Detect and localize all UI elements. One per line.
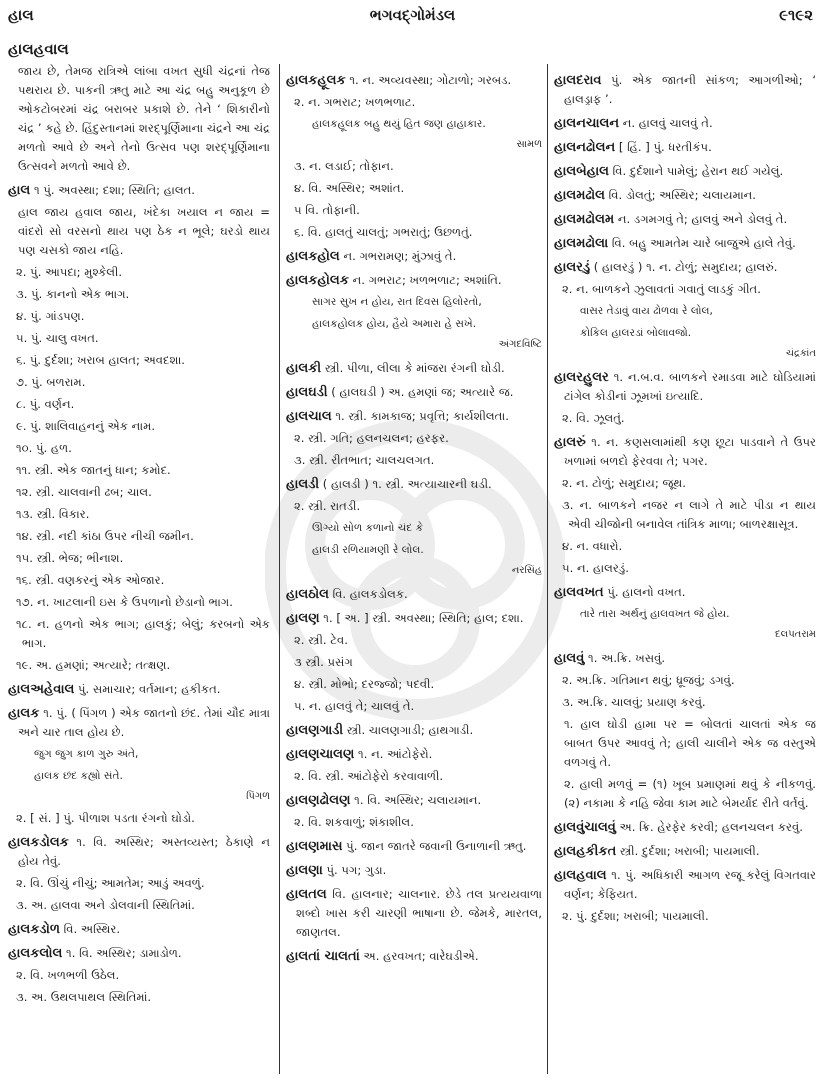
definition-text: અ. હરવખત; વારેઘડીએ.: [359, 949, 479, 963]
headword: હાલઅહેવાલ: [8, 682, 75, 697]
definition-text: ૧. પું. અધિકારી આગળ રજૂ કરેલું વિગતવાર વર્ણન; કેફિયત.: [564, 868, 816, 901]
sense-line: ૪. ન. વધારો.: [562, 539, 623, 553]
headword: હાલ: [8, 183, 31, 198]
definition-text: ન. ગભરામણ; મુંઝાવું તે.: [339, 249, 457, 263]
dictionary-entry: [286, 609, 542, 628]
headword: હાલનચાલન: [554, 116, 620, 131]
dictionary-entry: [8, 920, 270, 939]
text-paragraph: ૧. હાલ ઘોડી હામા પર = બોલતાં ચાલતાં એક જ બાબત ઉપર આવવું તે; હાલી ચાલીને એક જ વસ્તુએ વળગવું તે.: [564, 717, 816, 769]
definition-text: પું. એક જાતની સાંકળ; આગળીઓ; ‘ હાલડ્રાફ ’.: [564, 73, 816, 106]
definition-text: ( હાલડી ) ૧. સ્ત્રી. અત્યાચારની ઘડી.: [319, 477, 492, 491]
definition-text: ન. ગભરાટ; ખળભળાટ; અશાંતિ.: [348, 273, 502, 287]
quotation-line: હાલકહૂલક બહુ થયું હિત જણ હાહાકાર.: [312, 118, 486, 130]
dictionary-entry: [286, 947, 542, 966]
headword: હાલનઢોલન: [554, 140, 616, 155]
headword: હાલકડોળ: [8, 922, 60, 937]
definition-text: અ. ક્રિ. હેરફેર કરવી; હલનચલન કરવું.: [615, 820, 803, 834]
text-paragraph: ૨. હાલી મળવું = (૧) ખૂબ પ્રમાણમાં થવું કે નીકળવું. (૨) નકામા કે નહિ જેવા કામ માટે બેમર્યાદ રીતે વર્તવું.: [564, 777, 816, 810]
dictionary-entry: [286, 585, 542, 604]
quotation-line: હાલકહોલક હોય, હૈયે અમારા હે સખે.: [312, 318, 477, 330]
headword: હાલકડોલક: [8, 835, 69, 850]
quotation-source: દલપતરામ: [775, 629, 816, 640]
dictionary-entry: [286, 475, 542, 494]
sense-line: ૨. ન. બાળકને ઝુલાવતાં ગવાતું લાડકું ગીત.: [562, 282, 761, 296]
sense-line: ૩. સ્ત્રી. રીતભાત; ચાલચલગત.: [294, 453, 435, 467]
headword: હાલમઢોલમ: [554, 212, 615, 227]
sense-line: ૧૧. સ્ત્રી. એક જાતનું ધાન; કમોદ.: [16, 463, 171, 477]
quotation-line: સાગર સુખ ન હોય, રાત દિવસ હિલોરતો,: [312, 296, 482, 308]
headword: હાલકહોલક: [286, 273, 349, 288]
quotation-source: અંગદવિષ્ટિ: [498, 339, 542, 350]
definition-text: પું. હાલનો વખત.: [603, 585, 686, 599]
sense-line: ૨. અ.ક્રિ. ગતિમાન થવું; ધ્રૂજવું; ડગવું.: [562, 673, 735, 687]
quotation-line: તારે તારા અર્થનું હાલવખત જે હોય.: [580, 608, 730, 620]
dictionary-entry: [286, 885, 542, 942]
headword: હાલમઢોલા: [554, 236, 609, 251]
definition-text: ૧. ન. અવ્યવસ્થા; ગોટાળો; ગરબડ.: [345, 73, 512, 87]
sense-line: ૨. વિ. ખળભળી ઉઠેલ.: [16, 968, 120, 982]
dictionary-entry: [554, 71, 816, 109]
sense-line: ૫ વિ. તોફાની.: [294, 203, 360, 217]
sense-line: ૧૩. સ્ત્રી. વિકાર.: [16, 507, 90, 521]
sense-line: ૩. ન. લડાઈ; તોફાન.: [294, 159, 394, 173]
dictionary-entry: [286, 383, 542, 402]
headword: હાલવખત: [554, 585, 604, 600]
headword: હાલકહૂલક: [286, 73, 346, 88]
page-last-word: હાલહવાલ: [8, 40, 69, 58]
definition-text: ૧. વિ. અસ્થિર; ચલાયમાન.: [350, 793, 482, 807]
sense-line: ૫. પું. ચાલુ વખત.: [16, 331, 99, 345]
quotation-line: હાલક છંદ કહ્યો સંતે.: [34, 770, 123, 782]
definition-text: ( હાલરડું ) ૧. ન. ટોળું; સમુદાય; હાલરું.: [590, 260, 778, 274]
headword: હાલણ: [286, 611, 320, 626]
quotation-line: જુગ જુગ કાળ ગુરુ અંતે,: [34, 748, 139, 760]
definition-text: ૧. [ અ. ] સ્ત્રી. અવસ્થા; સ્થિતિ; હાલ; દશા.: [319, 611, 524, 625]
dictionary-entry: [8, 704, 270, 742]
column-3: [554, 66, 816, 929]
definition-text: પું. જાન જાતરે જવાની ઉનાળાની ઋતુ.: [342, 839, 527, 853]
definition-text: વિ. ડોલતું; અસ્થિર; ચલાયમાન.: [604, 188, 756, 202]
sense-line: ૨. સ્ત્રી. ટેવ.: [294, 633, 348, 647]
headword: હાલકી: [286, 361, 322, 376]
definition-text: પું. સમાચાર; વર્તમાન; હકીકત.: [74, 682, 221, 696]
definition-text: વિ. અસ્થિર.: [59, 922, 121, 936]
sense-line: ૨. [ સં. ] પું. પીળાશ પડતા રંગનો ઘોડો.: [16, 811, 195, 825]
headword: હાલવું: [554, 651, 585, 666]
quotation-source: નરસિંહ: [511, 565, 542, 576]
sense-line: ૧૫. સ્ત્રી. ભેજ; ભીનાશ.: [16, 551, 124, 565]
headword: હાલઠોલ: [286, 587, 329, 602]
sense-line: ૨. ન. ગભરાટ; ખળભળાટ.: [294, 95, 416, 109]
sense-line: ૪. સ્ત્રી. મોભો; દરજ્જો; પદવી.: [294, 677, 435, 691]
dictionary-entry: [286, 721, 542, 740]
sense-line: ૩. અ. હાલવા અને ડોલવાની સ્થિતિમાં.: [16, 898, 195, 912]
sense-line: ૩. પું. કાનનો એક ભાગ.: [16, 287, 130, 301]
definition-text: ( હાલઘડી ) અ. હમણાં જ; અત્યારે જ.: [327, 385, 514, 399]
dictionary-entry: [286, 745, 542, 764]
sense-line: ૩. ન. બાળકને નજર ન લાગે તે માટે પીડા ન થાય એવી ચીજોની બનાવેલ તાંત્રિક માળા; બાળરક્ષાસૂત્ર.: [562, 498, 816, 531]
dictionary-entry: [554, 234, 816, 253]
headword: હાલકલોલ: [8, 946, 63, 961]
dictionary-entry: [286, 247, 542, 266]
sense-line: ૭. પું. બળરામ.: [16, 375, 86, 389]
headword: હાલડી: [286, 477, 320, 492]
sense-line: ૧૦. પું. હળ.: [16, 441, 72, 455]
dictionary-entry: [8, 680, 270, 699]
dictionary-entry: [554, 114, 816, 133]
sense-line: ૨. વિ. ઝૂલતું.: [562, 411, 625, 425]
sense-line: ૨. પું. દુર્દશા; ખરાબી; પાયમાલી.: [562, 909, 709, 923]
dictionary-entry: [8, 833, 270, 871]
sense-line: ૩. અ. ઉથલપાથલ સ્થિતિમાં.: [16, 990, 152, 1004]
quotation-line: ઊગ્યો સોળ કળાનો ચંદ કે: [312, 522, 424, 534]
dictionary-entry: [554, 866, 816, 904]
headword: હાલબેહાલ: [554, 164, 609, 179]
headword: હાલણઢોલણ: [286, 793, 351, 808]
sense-line: ૩ સ્ત્રી. પ્રસંગ: [294, 655, 353, 669]
dictionary-entry: [286, 71, 542, 90]
sense-line: ૨. પું. આપદા; મુશ્કેલી.: [16, 265, 123, 279]
definition-text: ન. ડગમગવું તે; હાલવું અને ડોલવું તે.: [614, 212, 788, 226]
dictionary-entry: [554, 818, 816, 837]
dictionary-entry: [286, 359, 542, 378]
dictionary-entry: [8, 944, 270, 963]
headword: હાલચાલ: [286, 409, 332, 424]
headword: હાલકહોલ: [286, 249, 340, 264]
definition-text: સ્ત્રી. દુર્દશા; ખરાબી; પાયમાલી.: [616, 844, 760, 858]
definition-text: ૧. પું. ( પિંગળ ) એક જાતનો છંદ. તેમાં ચૌદ માત્રા અને ચાર તાલ હોય છે.: [18, 706, 270, 739]
headword: હાલક: [8, 706, 40, 721]
dictionary-entry: [554, 258, 816, 277]
definition-text: ૧ પું. અવસ્થા; દશા; સ્થિતિ; હાલત.: [30, 183, 195, 197]
definition-text: ૧. ન. કણસલામાંથી કણ છૂટા પાડવાને તે ઉપર ખળામાં બળદો ફેરવવા તે; પગર.: [564, 435, 816, 468]
sense-line: ૨. વિ. શકવાળું; શંકાશીલ.: [294, 815, 414, 829]
dictionary-entry: [554, 433, 816, 471]
headword: હાલણમાસ: [286, 839, 343, 854]
dictionary-entry: [554, 583, 816, 602]
definition-text: ૧. ન. આંટોફેરો.: [354, 747, 433, 761]
sense-line: ૨. ન. ટોળું; સમુદાય; જૂથ.: [562, 476, 686, 490]
quotation-line: વાસર તેડાવું વાય ઢોળવા રે લોલ,: [580, 305, 713, 317]
dictionary-entry: [554, 138, 816, 157]
headword: હાલણા: [286, 863, 323, 878]
sense-line: ૧૭. ન. ખાટલાની ઇસ કે ઉપળાનો છેડાનો ભાગ.: [16, 595, 233, 609]
definition-text: પું. પગ; ગુડા.: [322, 863, 387, 877]
column-divider: [279, 64, 280, 1074]
dictionary-entry: [554, 649, 816, 668]
sense-line: ૪. પું. ગાંડપણ.: [16, 309, 85, 323]
definition-text: ૧. વિ. અસ્થિર; અસ્તવ્યસ્ત; ઠેકાણે ન હોય તેવું.: [18, 835, 270, 868]
sense-line: ૯. પું. શાલિવાહનનું એક નામ.: [16, 419, 156, 433]
quotation-source: સામળ: [516, 139, 542, 150]
dictionary-entry: [554, 186, 816, 205]
dictionary-entry: [286, 837, 542, 856]
headword: હાલવુંચાલવું: [554, 820, 616, 835]
quotation-line: હાલડી રળિયામણી રે લોલ.: [312, 544, 424, 556]
definition-text: [ હિં. ] પું. ધરતીકંપ.: [615, 140, 712, 154]
sense-line: ૮. પું. વર્ણન.: [16, 397, 75, 411]
headword: હાલહકીકત: [554, 844, 617, 859]
sense-line: ૬. વિ. હાલતું ચાલતું; ગભરાતું; ઉછળતું.: [294, 225, 473, 239]
sense-line: ૫. ન. હાલરડું.: [562, 561, 629, 575]
sense-line: ૨. સ્ત્રી. રાતડી.: [294, 499, 361, 513]
sense-line: ૫. ન. હાલવું તે; ચાલવું તે.: [294, 699, 415, 713]
definition-text: ૧. ન.બ.વ. બાળકને રમાડવા માટે ઘોડિયામાં ટાંગેલ કોડીનાં ઝૂમખાં ઇત્યાદિ.: [564, 370, 816, 403]
headword: હાલરહુલર: [554, 370, 609, 385]
headword: હાલરું: [554, 435, 586, 450]
sense-line: ૧૯. અ. હમણાં; અત્યારે; તત્ક્ષણ.: [16, 658, 171, 672]
column-2: [286, 66, 542, 969]
headword: હાલરડું: [554, 260, 591, 275]
definition-text: વિ. હાલકડોલક.: [328, 587, 408, 601]
headword: હાલદરાવ: [554, 73, 602, 88]
definition-text: વિ. હાલનાર; ચાલનાર. છેડે તલ પ્રત્યયવાળા શબ્દો ખાસ કરી ચારણી ભાષાના છે. જેમકે, મારતલ, જાણતલ.: [296, 887, 542, 939]
headword: હાલમઢોલ: [554, 188, 605, 203]
quotation-source: પિંગળ: [246, 791, 270, 802]
page-first-word: હાલ: [8, 6, 34, 24]
dictionary-entry: [554, 162, 816, 181]
definition-text: વિ. બહુ આમતેમ ચારે બાજુએ હાલે તેવું.: [608, 236, 796, 250]
dictionary-entry: [554, 210, 816, 229]
dictionary-entry: [286, 861, 542, 880]
text-paragraph: હાલ જાય હવાલ જાય, ખંદેકા ખયાલ ન જાય = વાંદરો સો વરસનો થાય પણ ઠેક ન ભૂલે; ઘરડો થાય પણ ચસકો જાય નહિ.: [18, 205, 270, 257]
column-divider: [547, 64, 548, 1074]
sense-line: ૪. વિ. અસ્થિર; અશાંત.: [294, 181, 405, 195]
dictionary-entry: [554, 368, 816, 406]
column-1: [8, 62, 270, 1010]
sense-line: ૬. પું. દુર્દશા; ખરાબ હાલત; અવદશા.: [16, 353, 185, 367]
page-number: ૯૧૯૨: [779, 6, 813, 24]
book-title: ભગવદ્‌ગોમંડલ: [369, 6, 456, 24]
headword: હાલણચાલણ: [286, 747, 355, 762]
sense-line: ૧૬. સ્ત્રી. વણકરનું એક ઓજાર.: [16, 573, 165, 587]
headword: હાલણગાડી: [286, 723, 344, 738]
definition-text: સ્ત્રી. ચાલણગાડી; હાથગાડી.: [343, 723, 474, 737]
definition-text: સ્ત્રી. પીળા, લીલા કે માંજરા રંગની ઘોડી.: [321, 361, 505, 375]
sense-line: ૧૪. સ્ત્રી. નદી કાંઠા ઉપર નીચી જમીન.: [16, 529, 194, 543]
quotation-line: કોકિલ હાલરડાં બોલાવજો.: [580, 327, 692, 339]
headword: હાલતાં ચાલતાં: [286, 949, 360, 964]
headword: હાલતલ: [286, 887, 327, 902]
definition-text: ૧. સ્ત્રી. કામકાજ; પ્રવૃત્તિ; કાર્યશીલતા.: [331, 409, 509, 423]
dictionary-entry: [8, 181, 270, 200]
definition-text: વિ. દુર્દશાને પામેલું; હેરાન થઈ ગયેલું.: [608, 164, 784, 178]
sense-line: ૧૮. ન. હળનો એક ભાગ; હાલકું; બેલું; કરબનો એક ભાગ.: [16, 617, 270, 650]
definition-text: ન. હાલવું ચાલવું તે.: [619, 116, 713, 130]
dictionary-entry: [286, 407, 542, 426]
text-paragraph: જાય છે, તેમજ રાત્રિએ લાંબા વખત સુધી ચંદ્રનાં તેજ પથરાય છે. પાકની ઋતુ માટે આ ચંદ્ર બહુ અનુકૂળ છે ઓકટોબરમાં ચંદ્ર બરાબર પ્રકાશે છે. તેને ‘ શિકારીનો ચંદ્ર ’ કહે છે. હિંદુસ્તાનમાં શરદ્‌પૂર્ણિમાના ચંદ્રને આ ચંદ્ર મળતો આવે છે અને તેનો ઉત્સવ પણ શરદ્‌પૂર્ણિમાના ઉત્સવને મળતો આવે છે.: [18, 64, 270, 173]
dictionary-entry: [286, 791, 542, 810]
sense-line: ૨. વિ. ઊંચું નીચું; આમતેમ; આડું અવળું.: [16, 876, 205, 890]
sense-line: ૩. અ.ક્રિ. ચાલવું; પ્રયાણ કરવું.: [562, 695, 706, 709]
definition-text: ૧. વિ. અસ્થિર; ડામાડોળ.: [62, 946, 182, 960]
headword: હાલઘડી: [286, 385, 328, 400]
sense-line: ૨. સ્ત્રી. ગતિ; હલનચલન; હરફર.: [294, 431, 449, 445]
dictionary-entry: [554, 842, 816, 861]
dictionary-entry: [286, 271, 542, 290]
headword: હાલહવાલ: [554, 868, 607, 883]
quotation-source: ચંદ્રકાંત: [785, 348, 816, 359]
sense-line: ૨. વિ. સ્ત્રી. આંટોફેરો કરવાવાળી.: [294, 769, 444, 783]
definition-text: ૧. અ.ક્રિ. ખસવું.: [584, 651, 666, 665]
sense-line: ૧૨. સ્ત્રી. ચાલવાની ઢબ; ચાલ.: [16, 485, 152, 499]
